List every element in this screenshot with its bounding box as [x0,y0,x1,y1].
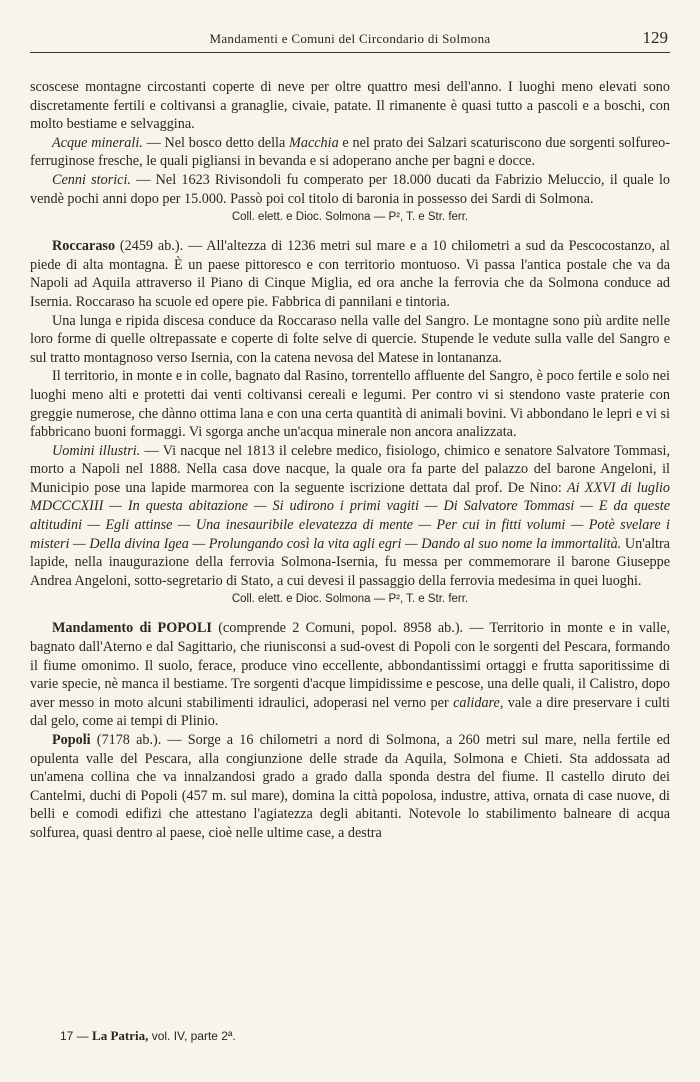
running-title: Mandamenti e Comuni del Circondario di Solmona [209,31,491,46]
entry-heading: Popoli [52,732,91,748]
inscription-text: Ai XXVI di luglio MDCCCXIII — In questa abitazione — Si udirono i primi vagiti — Di Salvatore Tommasi — E da queste altitudini — Egli attinse — Una inesauribile elevatezza di mente — Per cui in fitti volumi — Potè svelare i misteri — Della divina Igea — Prolungando così la vita agli egri — Dando al suo nome la immortalità. [30,479,670,552]
administrative-note: Coll. elett. e Dioc. Solmona — P², T. e Str. ferr. [231,211,469,224]
volume-info: vol. IV, parte 2ª. [151,1029,236,1043]
page-number: 129 [642,28,668,47]
entry-heading: Roccaraso [52,238,116,255]
body-text [30,78,670,843]
signature-number: 17 — [60,1029,89,1043]
entry-heading: Mandamento di POPOLI [52,620,212,637]
paragraph-continuation: scoscese montagne circostanti coperte di neve per oltre quattro mesi dell'anno. I luoghi meno elevati sono discretamente fertili e coltivansi a granaglie, civaie, patate. Il rimanente è quasi tutto a pascoli e a boschi, con molto bestiame e selvaggina. [30,79,670,133]
administrative-note: Coll. elett. e Dioc. Solmona — P², T. e Str. ferr. [231,593,469,606]
paragraph-cenni-storici: Cenni storici. — Nel 1623 Rivisondoli fu comperato per 18.000 ducati da Fabrizio Meluccio, il quale lo vendè pochi anni dopo per 15.000. Passò poi col titolo di baronia in possesso dei Sardi di Solmona. [30,171,670,207]
printer-signature [60,1028,236,1044]
publication-name: La Patria, [92,1028,149,1043]
paragraph-roccaraso: Roccaraso (2459 ab.). — All'altezza di 1236 metri sul mare e a 10 chilometri a sud da Pescocostanzo, al piede di alta montagna. È un paese pittoresco e con territorio montuoso. Vi passa l'antica postale che va da Napoli ad Aquila attraverso il Piano di Cinque Miglia, ed ora anche la ferrovia che da Solmona conduce ad Isernia. Roccaraso ha scuole ed opere pie. Fabbrica di pannilani e tintoria. [30,238,670,310]
section-label: Acque minerali. [52,134,143,151]
section-label: Uomini illustri. [52,442,141,459]
section-label: Cenni storici. [52,171,131,188]
paragraph-uomini-illustri: Uomini illustri. — Vi nacque nel 1813 il celebre medico, fisiologo, chimico e senatore Salvatore Tommasi, morto a Napoli nel 1888. Nella casa dove nacque, la quale ora fa parte del palazzo del barone Angeloni, il Municipio pose una lapide marmorea con la seguente iscrizione dettata dal prof. De Nino: Ai XXVI di luglio MDCCCXIII — In questa abitazione — Si udirono i primi vagiti — Di Salvatore Tommasi — E da queste altitudini — Egli attinse — Una inesauribile elevatezza di mente — Per cui in fitti volumi — Potè svelare i misteri — Della divina Igea — Prolungando così la vita agli egri — Dando al suo nome la immortalità. Un'altra lapide, nella inaugurazione della ferrovia Solmona-Isernia, fu messa per commemorare il barone Giuseppe Andrea Angeloni, sotto-segretario di Stato, a cui devesi il passaggio della ferrovia medesima in quei luoghi. [30,442,670,589]
paragraph-mandamento-popoli: Mandamento di POPOLI (comprende 2 Comuni, popol. 8958 ab.). — Territorio in monte e in valle, bagnato dall'Aterno e dal Sagittario, che riunisconsi a sud-ovest di Popoli con le sorgenti del Pescara, formando il fiume omonimo. Il suolo, ferace, produce vino eccellente, abbondantissimi ortaggi e frutta saporitissime di varie specie, nè manca il bestiame. Tre sorgenti d'acque limpidissime e pescose, una delle quali, il Calistro, dopo aver messo in moto alcuni stabilimenti idraulici, adoperasi nel verno per calidare, vale a dire preservare i culti dal gelo, come ai tempi di Plinio. [30,620,671,730]
paragraph-acque-minerali: Acque minerali. — Nel bosco detto della Macchia e nel prato dei Salzari scaturiscono due sorgenti solfureo-ferruginose fresche, le quali pigliansi in bevanda e si adoperano anche per bagni e docce. [30,134,670,170]
paragraph-popoli: Popoli (7178 ab.). — Sorge a 16 chilometri a nord di Solmona, a 260 metri sul mare, nella fertile ed opulenta valle del Pescara, alla congiunzione delle strade da Aquila, Solmona e Chieti. Sta addossata ad un'amena collina che va innalzandosi grado a grado dalla sponda destra del fiume. Il castello diruto dei Cantelmi, duchi di Popoli (457 m. sul mare), domina la città popolosa, industre, attiva, ornata di case nuove, di belli e comodi edifizi che attestano l'agiatezza degli abitanti. Notevole lo stabilimento balneare di acqua solfurea, quasi dentro al paese, cioè nelle ultime case, a destra [30,732,670,841]
running-header [30,28,670,53]
paragraph-valle-sangro: Una lunga e ripida discesa conduce da Roccaraso nella valle del Sangro. Le montagne sono più ardite nelle loro forme di quelle oltrepassate e coperte di folte selve di quercie. Stupende le vedute sulla valle del Sangro e sul tratto montagnoso verso Isernia, con la catena nevosa del Matese in lontananza. [30,312,670,366]
paragraph-territorio: Il territorio, in monte e in colle, bagnato dal Rasino, torrentello affluente del Sangro, è poco fertile e solo nei luoghi meno alti e protetti dai venti coltivansi cereali e legumi. Per contro vi si stendono vaste praterie con greggie numerose, che dànno ottima lana e con una certa quantità di animali bovini. Vi abbondano le lepri e vi si fabbricano buoni formaggi. Vi sgorga anche un'acqua minerale non ancora analizzata. [30,368,670,441]
